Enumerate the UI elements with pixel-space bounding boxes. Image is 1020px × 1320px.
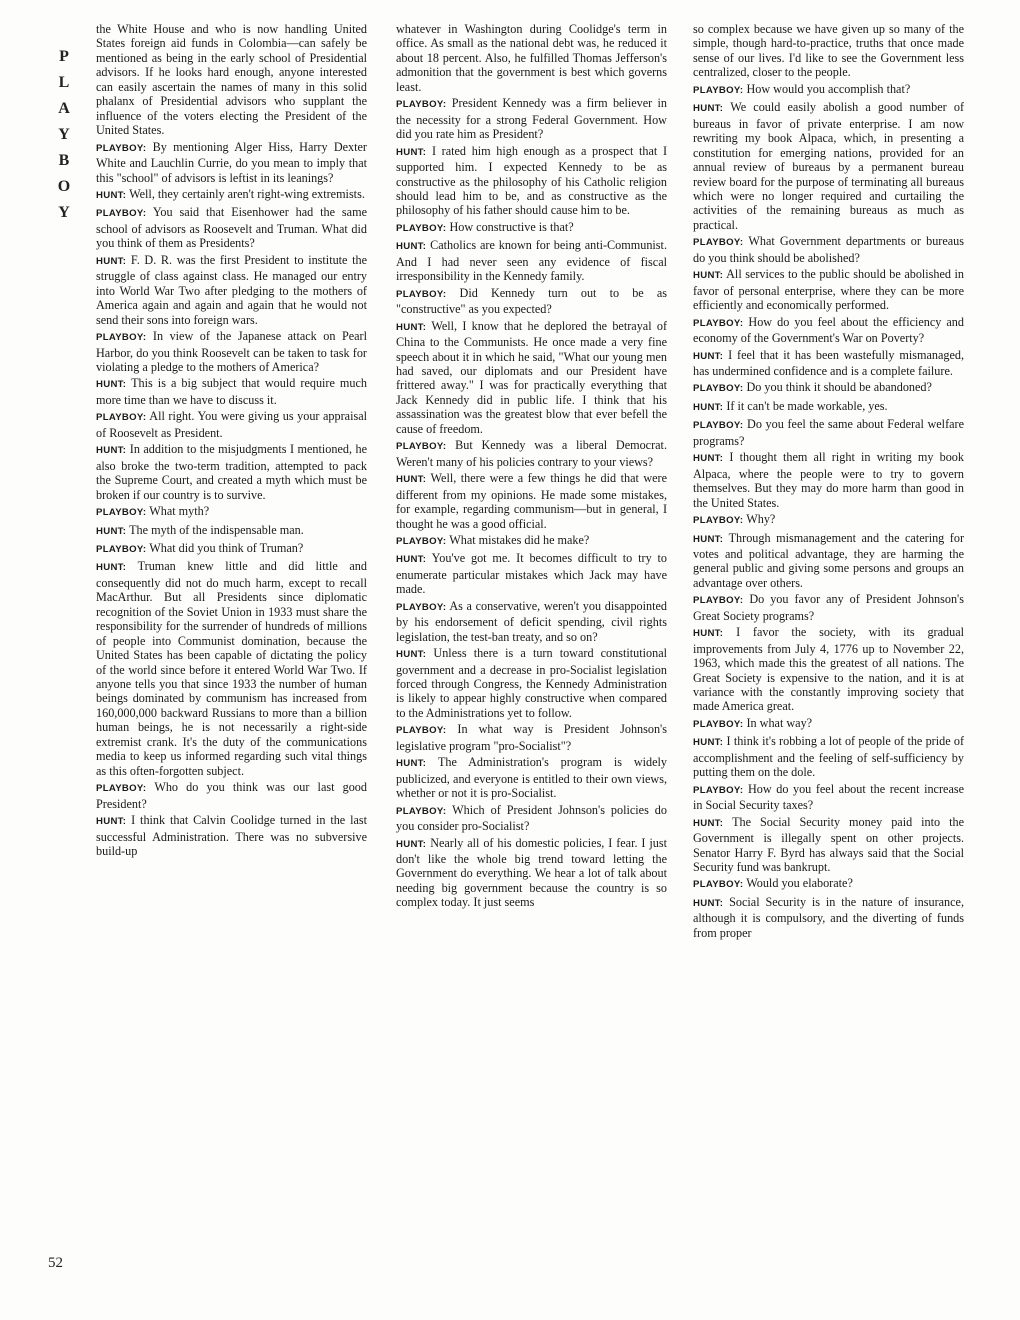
paragraph-text: Social Security is in the nature of insurance, although it is compulsory, and the diverting of funds from proper xyxy=(693,894,964,940)
speaker-label: HUNT: xyxy=(396,146,427,158)
paragraph-text: Nearly all of his domestic policies, I fear. I just don't like the whole big trend toward letting the Government do everything. We hear a lot of talk about needing big government because the country is so complex today. It just seems xyxy=(396,835,667,910)
paragraph-text: What myth? xyxy=(149,504,210,519)
paragraph-text: The Social Security money paid into the Government is illegally spent on other projects. Senator Harry F. Byrd has always said that the Social Security fund was bankrupt. xyxy=(693,814,964,875)
interview-paragraph xyxy=(96,253,367,327)
paragraph-text: Who do you think was our last good President? xyxy=(96,780,367,811)
paragraph-text: But Kennedy was a liberal Democrat. Weren't many of his policies contrary to your views? xyxy=(396,438,667,469)
paragraph-text: I think it's robbing a lot of people of the pride of accomplishment and the feeling of self-sufficiency by putting them on the dole. xyxy=(693,734,964,780)
interview-paragraph xyxy=(96,813,367,858)
paragraph-text: What did you think of Truman? xyxy=(149,540,304,555)
paragraph-text: The myth of the indispensable man. xyxy=(129,522,304,537)
paragraph-text: In addition to the misjudgments I mentioned, he also broke the two-term tradition, attempted to pack the Supreme Court, and created a myth which must be broken if our country is to survive. xyxy=(96,442,367,502)
paragraph-text: I feel that it has been wastefully mismanaged, has undermined confidence and is a complete failure. xyxy=(693,347,964,378)
speaker-label: PLAYBOY: xyxy=(396,441,447,453)
interview-paragraph xyxy=(693,716,964,732)
interview-paragraph xyxy=(96,559,367,778)
speaker-label: HUNT: xyxy=(96,445,127,457)
interview-paragraph xyxy=(96,541,367,557)
paragraph-text: Unless there is a turn toward constitutional government and a decrease in pro-Socialist legislation forced through Congress, the Kennedy Administration is likely to appear highly constructive when compared to the Administrations yet to follow. xyxy=(396,646,667,720)
speaker-label: HUNT: xyxy=(396,554,427,566)
speaker-label: PLAYBOY: xyxy=(96,208,147,220)
speaker-label: HUNT: xyxy=(693,350,724,362)
paragraph-text: By mentioning Alger Hiss, Harry Dexter White and Lauchlin Currie, do you mean to imply that this "school" of advisors is leftist in its leanings? xyxy=(96,139,367,185)
speaker-label: HUNT: xyxy=(693,737,724,749)
paragraph-text: In what way is President Johnson's legislative program "pro-Socialist"? xyxy=(396,722,667,753)
speaker-label: HUNT: xyxy=(396,758,427,770)
interview-paragraph xyxy=(396,599,667,644)
speaker-label: HUNT: xyxy=(96,379,127,391)
interview-paragraph xyxy=(396,220,667,236)
speaker-label: PLAYBOY: xyxy=(396,288,447,300)
speaker-label: PLAYBOY: xyxy=(693,515,744,527)
masthead-vertical xyxy=(52,44,76,226)
speaker-label: PLAYBOY: xyxy=(396,805,447,817)
speaker-label: PLAYBOY: xyxy=(96,332,147,344)
paragraph-text: This is a big subject that would require much more time than we have to discuss it. xyxy=(96,376,367,407)
interview-paragraph xyxy=(96,780,367,811)
paragraph-text: We could easily abolish a good number of bureaus in favor of private enterprise. I am now rewriting my book Alpaca, which, in presenting a constitution for emerging nations, provided for an annual review of bureaus by a permanent bureau review board for the purpose of terminating all bureaus which were no longer required and curtailing the activities of the remaining bureaus as much as practical. xyxy=(693,100,964,232)
paragraph-text: The Administration's program is widely publicized, and everyone is entitled to their own views, whether or not it is pro-Socialist. xyxy=(396,755,667,801)
interview-paragraph xyxy=(396,144,667,218)
paragraph-text: You've got me. It becomes difficult to try to enumerate particular mistakes which Jack may have made. xyxy=(396,551,667,597)
paragraph-text: You said that Eisenhower had the same school of advisors as Roosevelt and Truman. What did you think of them as Presidents? xyxy=(96,205,367,251)
paragraph-text: I thought them all right in writing my book Alpaca, where the people were to try to govern themselves. But they may do more harm than good in the United States. xyxy=(693,450,964,510)
interview-paragraph xyxy=(96,187,367,203)
masthead-letter: A xyxy=(58,100,70,117)
speaker-label: PLAYBOY: xyxy=(96,142,147,154)
paragraph-text: How do you feel about the efficiency and economy of the Government's War on Poverty? xyxy=(693,314,964,346)
speaker-label: HUNT: xyxy=(693,817,724,829)
paragraph-text: If it can't be made workable, yes. xyxy=(726,398,888,413)
speaker-label: HUNT: xyxy=(693,533,724,545)
interview-paragraph xyxy=(96,329,367,374)
paragraph-text: In what way? xyxy=(746,715,813,730)
interview-paragraph xyxy=(693,734,964,779)
paragraph-text: All services to the public should be abolished in favor of personal enterprise, where they can be more efficiently and economically performed. xyxy=(693,267,964,313)
paragraph-text: I rated him high enough as a prospect that I supported him. I expected Kennedy to be as constructive as the philosophy of his Catholic religion should lead him to be, and as constructive as the philosophy of his father should cause him to be. xyxy=(396,143,667,218)
interview-paragraph xyxy=(396,471,667,531)
paragraph-text: whatever in Washington during Coolidge's term in office. As small as the national debt was, he reduced it about 18 percent. Also, he fulfilled Thomas Jefferson's admonition that the government is best which governs least. xyxy=(396,22,667,94)
speaker-label: HUNT: xyxy=(396,241,427,253)
interview-paragraph xyxy=(693,417,964,448)
paragraph-text: In view of the Japanese attack on Pearl Harbor, do you think Roosevelt can be taken to task for violating a pledge to the mothers of America? xyxy=(96,329,367,374)
speaker-label: PLAYBOY: xyxy=(396,99,447,111)
interview-paragraph xyxy=(96,523,367,539)
paragraph-text: Do you feel the same about Federal welfare programs? xyxy=(693,417,964,448)
interview-paragraph xyxy=(693,234,964,265)
speaker-label: PLAYBOY: xyxy=(693,237,744,249)
masthead-letter: L xyxy=(58,74,70,91)
paragraph-text: Did Kennedy turn out to be as "constructive" as you expected? xyxy=(396,285,667,317)
paragraph-text: All right. You were giving us your appraisal of Roosevelt as President. xyxy=(96,409,367,440)
paragraph-text: How do you feel about the recent increase in Social Security taxes? xyxy=(693,781,964,813)
interview-paragraph xyxy=(396,646,667,720)
paragraph-text: Well, I know that he deplored the betrayal of China to the Communists. He once made a very fine speech about it in which he said, "What our young men had saved, our diplomats and our President have frittered away." I was for practically everything that Jack Kennedy did in public life. I think that his assassination was the greatest blow that ever befell the cause of freedom. xyxy=(396,318,667,436)
paragraph-text: F. D. R. was the first President to institute the struggle of class against class. He managed our entry into World War Two after pledging to the mothers of America again and again and again that he would not send their sons into foreign wars. xyxy=(96,252,367,327)
masthead-letter: B xyxy=(58,152,70,169)
interview-paragraph xyxy=(96,376,367,407)
paragraph-text: President Kennedy was a firm believer in the necessity for a strong Federal Government. How did you rate him as President? xyxy=(396,96,667,142)
paragraph-text: Well, there were a few things he did that were different from my opinions. He made some mistakes, for example, regarding communism—but in general, I thought he was a good official. xyxy=(396,471,667,531)
speaker-label: HUNT: xyxy=(693,628,724,640)
speaker-label: PLAYBOY: xyxy=(693,718,744,730)
speaker-label: HUNT: xyxy=(96,525,127,537)
interview-paragraph xyxy=(96,409,367,440)
interview-paragraph xyxy=(396,551,667,596)
speaker-label: HUNT: xyxy=(96,189,127,201)
interview-paragraph xyxy=(693,625,964,714)
paragraph-text: What mistakes did he make? xyxy=(449,532,590,547)
masthead-letter: O xyxy=(57,178,71,195)
speaker-label: PLAYBOY: xyxy=(396,725,447,737)
paragraph-text: Why? xyxy=(746,512,776,527)
speaker-label: PLAYBOY: xyxy=(693,784,744,796)
interview-paragraph xyxy=(96,504,367,520)
speaker-label: PLAYBOY: xyxy=(693,879,744,891)
text-column-2 xyxy=(396,22,667,1292)
interview-paragraph xyxy=(693,782,964,813)
paragraph-text: Would you elaborate? xyxy=(746,876,853,891)
paragraph-text: Do you favor any of President Johnson's Great Society programs? xyxy=(693,592,964,623)
interview-paragraph xyxy=(396,319,667,437)
interview-paragraph xyxy=(396,803,667,834)
interview-paragraph xyxy=(693,82,964,98)
masthead-letter: P xyxy=(59,48,69,65)
interview-paragraph xyxy=(396,438,667,469)
interview-paragraph xyxy=(693,100,964,232)
interview-paragraph xyxy=(396,238,667,283)
text-column-3 xyxy=(693,22,964,1292)
interview-paragraph xyxy=(693,267,964,312)
interview-paragraph xyxy=(693,348,964,379)
speaker-label: PLAYBOY: xyxy=(96,783,147,795)
paragraph-text: Catholics are known for being anti-Communist. And I had never seen any evidence of fiscal irresponsibility in the Kennedy family. xyxy=(396,238,667,284)
speaker-label: HUNT: xyxy=(693,401,724,413)
interview-paragraph xyxy=(396,96,667,141)
interview-paragraph xyxy=(693,531,964,591)
interview-paragraph xyxy=(693,315,964,346)
paragraph-text: Through mismanagement and the catering for votes and political advantage, they are harming the general public and giving some persons and groups an advantage over others. xyxy=(693,530,964,590)
paragraph-text: How constructive is that? xyxy=(449,219,574,234)
interview-paragraph xyxy=(693,592,964,623)
speaker-label: HUNT: xyxy=(693,453,724,465)
speaker-label: PLAYBOY: xyxy=(96,507,147,519)
speaker-label: PLAYBOY: xyxy=(96,412,147,424)
interview-paragraph xyxy=(693,876,964,892)
page-number: 52 xyxy=(48,1255,63,1271)
paragraph-text: What Government departments or bureaus do you think should be abolished? xyxy=(693,234,964,265)
paragraph-text: the White House and who is now handling United States foreign aid funds in Colombia—can safely be mentioned as being in the early school of Presidential advisors. If he looks hard enough, anyone interested can easily ascertain the names of many in this solid phalanx of Presidential advisors who supplant the influence of the voters electing the President of the United States. xyxy=(96,22,367,138)
interview-paragraph xyxy=(693,380,964,396)
speaker-label: PLAYBOY: xyxy=(396,601,447,613)
paragraph-text: Do you think it should be abandoned? xyxy=(746,380,932,395)
interview-paragraph xyxy=(396,22,667,94)
paragraph-text: I favor the society, with its gradual improvements from July 4, 1776 up to November 22, 1963, which made this the greatest of all nations. The Great Society is expensive to the nation, and it is at variance with the constantly improving society that made America great. xyxy=(693,625,964,714)
interview-paragraph xyxy=(396,836,667,910)
paragraph-text: I think that Calvin Coolidge turned in the last successful Administration. There was no subversive build-up xyxy=(96,813,367,859)
speaker-label: PLAYBOY: xyxy=(693,84,744,96)
interview-paragraph xyxy=(96,205,367,250)
speaker-label: PLAYBOY: xyxy=(693,595,744,607)
speaker-label: HUNT: xyxy=(396,474,427,486)
speaker-label: HUNT: xyxy=(96,255,127,267)
speaker-label: PLAYBOY: xyxy=(396,222,447,234)
paragraph-text: Truman knew little and did little and consequently did not do much harm, except to recall MacArthur. But all Presidents since diplomatic recognition of the Soviet Union in 1933 must share the responsibility for the surrender of hundreds of millions of people into Communist domination, because the United States has been capable of dictating the policy of the world since before it entered World War Two. If anyone tells you that since 1933 the number of human beings dominated by communism has increased from 160,000,000 backward Russians to more than a billion human beings, he is not necessarily a right-side extremist crank. It's the duty of the communications media to keep us informed regarding such vital things as this often-forgotten subject. xyxy=(96,559,367,778)
interview-paragraph xyxy=(693,22,964,80)
speaker-label: PLAYBOY: xyxy=(693,383,744,395)
speaker-label: HUNT: xyxy=(693,897,724,909)
speaker-label: HUNT: xyxy=(693,270,724,282)
speaker-label: HUNT: xyxy=(396,838,427,850)
speaker-label: HUNT: xyxy=(396,649,427,661)
speaker-label: PLAYBOY: xyxy=(396,535,447,547)
speaker-label: PLAYBOY: xyxy=(693,420,744,432)
masthead-letter: Y xyxy=(58,126,70,143)
interview-paragraph xyxy=(693,399,964,415)
paragraph-text: Well, they certainly aren't right-wing extremists. xyxy=(129,186,365,201)
speaker-label: PLAYBOY: xyxy=(96,543,147,555)
interview-paragraph xyxy=(396,755,667,800)
speaker-label: HUNT: xyxy=(693,103,724,115)
interview-paragraph xyxy=(693,895,964,940)
speaker-label: PLAYBOY: xyxy=(693,317,744,329)
paragraph-text: so complex because we have given up so many of the simple, though hard-to-practice, truths that once made sense of our lives. I'd like to see the Government less centralized, closer to the people. xyxy=(693,22,964,80)
interview-paragraph xyxy=(96,140,367,185)
masthead-letter: Y xyxy=(58,204,70,221)
paragraph-text: How would you accomplish that? xyxy=(746,81,911,96)
paragraph-text: As a conservative, weren't you disappointed by his endorsement of deficit spending, civil rights legislation, the test-ban treaty, and so on? xyxy=(396,598,667,644)
speaker-label: HUNT: xyxy=(96,816,127,828)
interview-paragraph xyxy=(396,286,667,317)
paragraph-text: Which of President Johnson's policies do you consider pro-Socialist? xyxy=(396,802,667,834)
interview-paragraph xyxy=(396,722,667,753)
speaker-label: HUNT: xyxy=(396,321,427,333)
interview-paragraph xyxy=(96,442,367,502)
interview-paragraph xyxy=(693,815,964,875)
interview-paragraph xyxy=(693,450,964,510)
interview-paragraph xyxy=(693,512,964,528)
interview-paragraph xyxy=(396,533,667,549)
text-column-1 xyxy=(96,22,367,1292)
speaker-label: HUNT: xyxy=(96,562,127,574)
interview-paragraph xyxy=(96,22,367,138)
